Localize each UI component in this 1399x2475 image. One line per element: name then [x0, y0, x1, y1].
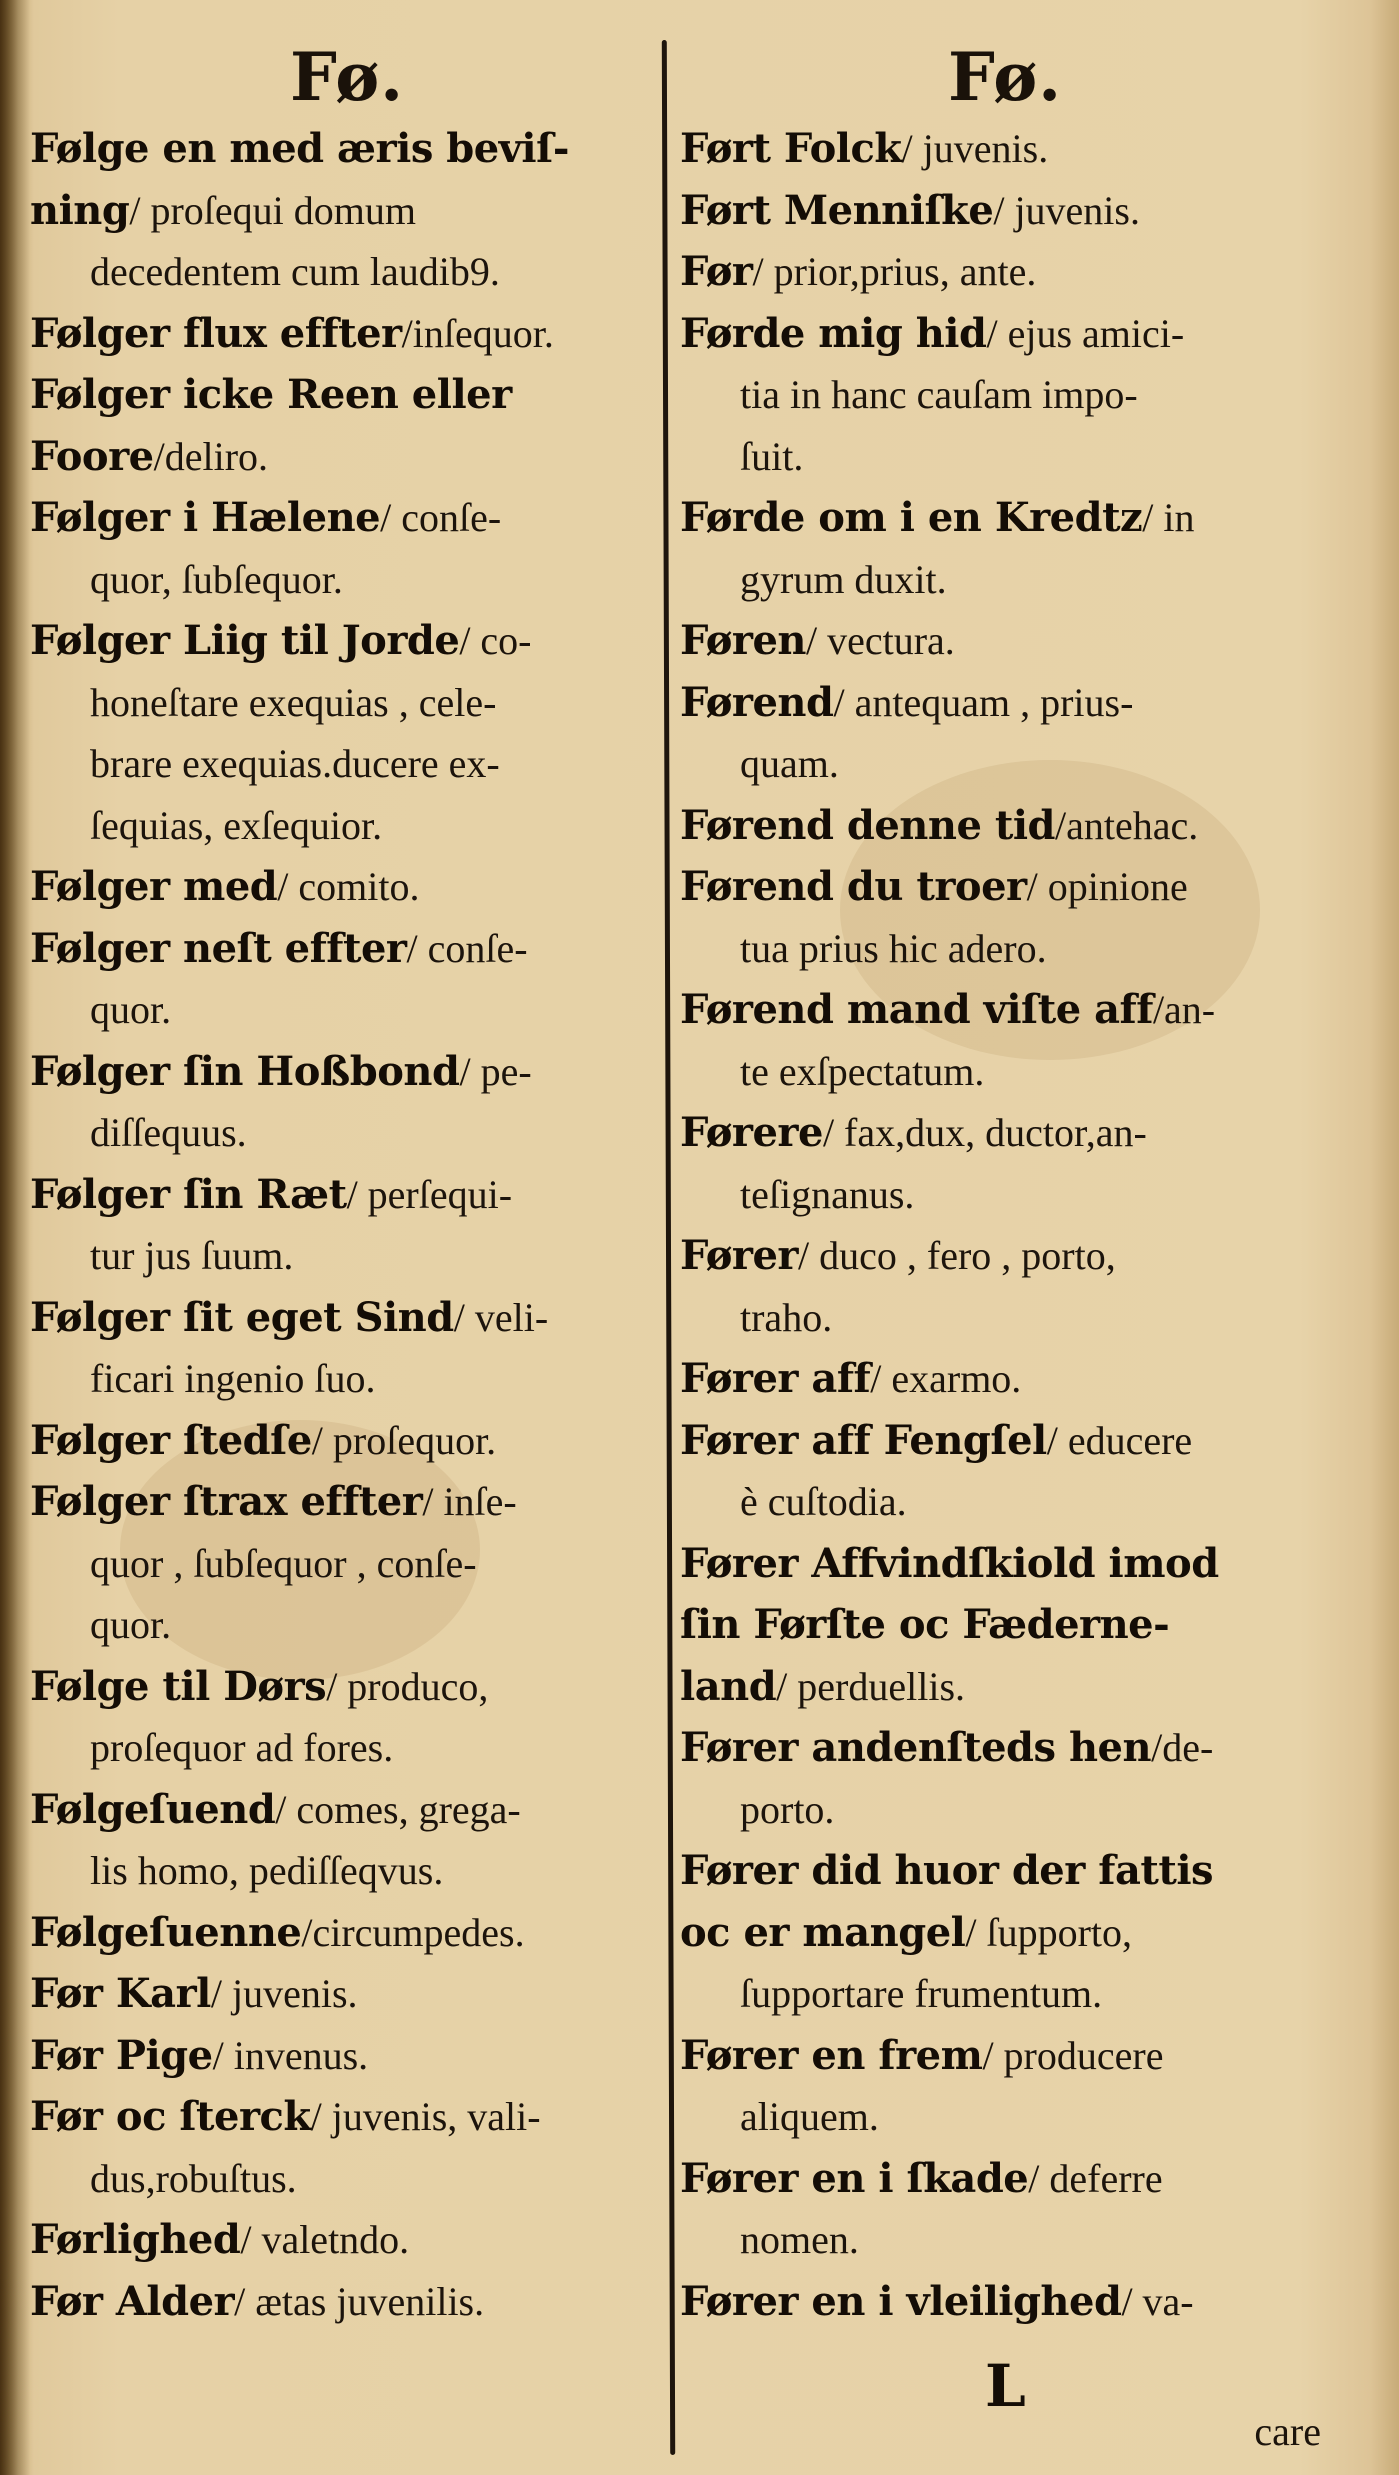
gloss: / exarmo. — [870, 1356, 1022, 1401]
headword: Før Alder — [30, 2277, 235, 2325]
gloss: / juvenis. — [210, 1971, 358, 2016]
dictionary-line — [30, 1656, 650, 1718]
headword: Følger icke Reen eller — [30, 371, 512, 418]
gloss: honeſtare exequias , cele- — [90, 679, 497, 725]
gloss: / ætas juvenilis. — [234, 2278, 485, 2324]
dictionary-line — [680, 2271, 1300, 2333]
headword: Førlighed — [30, 2216, 241, 2263]
dictionary-line — [680, 1779, 1300, 1841]
gloss: brare exequias.ducere ex- — [90, 741, 500, 786]
dictionary-line — [680, 364, 1300, 426]
gloss: quam. — [740, 741, 839, 786]
dictionary-line — [30, 672, 650, 734]
gloss: / co- — [459, 618, 532, 663]
dictionary-line — [30, 241, 650, 303]
dictionary-line — [680, 918, 1300, 980]
gloss: / deferre — [1028, 2155, 1163, 2201]
dictionary-line — [30, 1533, 650, 1595]
headword: Førend du troer — [680, 863, 1027, 910]
dictionary-line — [680, 1102, 1300, 1164]
headword: Fører Affvindſkiold imod — [680, 1539, 1219, 1587]
headword: Følger ſtrax effter — [30, 1478, 423, 1525]
gloss: gyrum duxit. — [740, 556, 947, 602]
dictionary-line — [30, 426, 650, 488]
gloss: /an- — [1152, 987, 1216, 1032]
gloss: lis homo, pediſſeqvus. — [90, 1848, 444, 1893]
gloss: /circumpedes. — [301, 1909, 525, 1955]
gloss: / veli- — [453, 1294, 549, 1340]
gloss: / opinione — [1026, 864, 1188, 909]
left-column — [30, 118, 650, 2332]
gloss: / in — [1142, 495, 1195, 540]
headword: Følgeſuenne — [30, 1908, 302, 1956]
headword: Førere — [680, 1109, 823, 1156]
headword: Følgeſuend — [30, 1785, 276, 1833]
dictionary-line — [680, 733, 1300, 795]
dictionary-line — [680, 979, 1300, 1041]
dictionary-line — [680, 1164, 1300, 1226]
gloss: / comito. — [277, 864, 420, 909]
dictionary-line — [30, 2271, 650, 2333]
gloss: ficari ingenio ſuo. — [90, 1356, 376, 1401]
headword: Følger Liig til Jorde — [30, 617, 460, 664]
dictionary-line — [680, 180, 1300, 242]
dictionary-line — [30, 979, 650, 1041]
dictionary-line — [30, 856, 650, 918]
headword: Ført Folck — [680, 125, 902, 172]
dictionary-line — [30, 795, 650, 857]
gloss: / perduellis. — [776, 1663, 966, 1709]
gloss: /deliro. — [153, 433, 269, 479]
dictionary-line — [680, 672, 1300, 734]
headword: Fører en frem — [680, 2031, 983, 2079]
dictionary-line — [680, 2209, 1300, 2271]
dictionary-line — [680, 1287, 1300, 1349]
headword: Før oc ſterck — [30, 2093, 311, 2140]
gloss: ſuit. — [740, 433, 804, 479]
gloss: / juvenis. — [993, 187, 1140, 233]
gloss: / fax,dux, ductor,an- — [822, 1110, 1147, 1155]
headword: Følger ſin Hoßbond — [30, 1047, 460, 1095]
headword: land — [680, 1662, 777, 1710]
gloss: quor. — [90, 1602, 172, 1647]
gloss: / juvenis. — [901, 126, 1049, 171]
gloss: / antequam , prius- — [833, 679, 1134, 725]
dictionary-line — [680, 1840, 1300, 1902]
gloss: aliquem. — [740, 2094, 879, 2139]
gloss: traho. — [740, 1294, 833, 1340]
gloss: /inſequor. — [401, 310, 554, 356]
gloss: dus,robuſtus. — [90, 2155, 297, 2201]
gloss: proſequor ad fores. — [90, 1725, 394, 1770]
gloss: / comes, grega- — [275, 1786, 521, 1832]
dictionary-line — [30, 1164, 650, 1226]
right-column — [680, 118, 1300, 2332]
headword: Foore — [30, 432, 154, 480]
dictionary-line — [30, 118, 650, 180]
headword: Følger flux effter — [30, 309, 402, 357]
dictionary-line — [680, 549, 1300, 611]
dictionary-line — [30, 1840, 650, 1902]
gloss: / educere — [1046, 1417, 1193, 1463]
dictionary-line — [30, 1410, 650, 1472]
gloss: quor , ſubſequor , conſe- — [90, 1540, 477, 1586]
dictionary-line — [30, 1902, 650, 1964]
headword: Følger ſtedſe — [30, 1416, 312, 1464]
headword: Fører — [680, 1232, 798, 1279]
gloss: teſignanus. — [740, 1171, 915, 1217]
dictionary-line — [680, 610, 1300, 672]
dictionary-line — [30, 610, 650, 672]
headword: Følger ſin Ræt — [30, 1170, 347, 1218]
dictionary-line — [30, 1225, 650, 1287]
headword: Førend mand viſte aff — [680, 986, 1153, 1033]
dictionary-line — [680, 1348, 1300, 1410]
gloss: tur jus ſuum. — [90, 1233, 294, 1278]
gloss: / va- — [1121, 2278, 1194, 2324]
dictionary-line — [680, 1041, 1300, 1103]
gloss: tua prius hic adero. — [740, 925, 1047, 971]
gloss: / pe- — [459, 1048, 532, 1094]
gloss: quor, ſubſequor. — [90, 556, 343, 602]
headword: Følge til Dørs — [30, 1662, 327, 1710]
gloss: te exſpectatum. — [740, 1048, 985, 1094]
dictionary-line — [680, 1533, 1300, 1595]
dictionary-line — [680, 1225, 1300, 1287]
gloss: / valetndo. — [240, 2217, 410, 2262]
gloss: / prior,prius, ante. — [752, 249, 1037, 294]
headword: Føren — [680, 617, 806, 664]
dictionary-line — [30, 2148, 650, 2210]
dictionary-line — [30, 1041, 650, 1103]
headword: Fører aff — [680, 1355, 871, 1402]
dictionary-line — [30, 733, 650, 795]
headword: Fører en i ſkade — [680, 2154, 1029, 2202]
dictionary-line — [30, 2025, 650, 2087]
dictionary-line — [680, 487, 1300, 549]
headword: Førend — [680, 678, 834, 726]
gloss: / vectura. — [806, 618, 955, 663]
dictionary-line — [30, 1963, 650, 2025]
dictionary-line — [30, 1594, 650, 1656]
gloss: diſſequus. — [90, 1110, 247, 1155]
gloss: / conſe- — [380, 495, 502, 540]
headword: Førde om i en Kredtz — [680, 494, 1143, 541]
gloss: /de- — [1151, 1725, 1214, 1770]
headword: Fører en i vleilighed — [680, 2277, 1122, 2325]
dictionary-line — [30, 918, 650, 980]
dictionary-line — [30, 2086, 650, 2148]
column-divider — [662, 40, 675, 2455]
gloss: tia in hanc cauſam impo- — [740, 372, 1138, 417]
dictionary-line — [680, 118, 1300, 180]
dictionary-line — [30, 487, 650, 549]
headword: Førde mig hid — [680, 309, 987, 357]
headword: Følger neſt effter — [30, 924, 407, 972]
dictionary-line — [680, 2086, 1300, 2148]
dictionary-line — [30, 1348, 650, 1410]
gloss: / produco, — [326, 1663, 489, 1709]
dictionary-line — [680, 856, 1300, 918]
dictionary-line — [680, 1963, 1300, 2025]
dictionary-line — [680, 1410, 1300, 1472]
headword: Følger ſit eget Sind — [30, 1293, 454, 1341]
catchword: care — [1254, 2409, 1321, 2454]
headword: ning — [30, 186, 130, 234]
dictionary-line — [680, 1902, 1300, 1964]
dictionary-line — [30, 1102, 650, 1164]
dictionary-line — [30, 2209, 650, 2271]
gloss: / juvenis, vali- — [310, 2094, 541, 2139]
dictionary-line — [30, 303, 650, 365]
gloss: quor. — [90, 987, 172, 1032]
headword: Følger med — [30, 863, 278, 910]
dictionary-line — [30, 364, 650, 426]
gloss: nomen. — [740, 2217, 859, 2262]
headword: Før Pige — [30, 2031, 213, 2079]
headword: Fører aff Fengſel — [680, 1416, 1047, 1464]
headword: Førend denne tid — [680, 801, 1055, 849]
dictionary-line — [680, 241, 1300, 303]
dictionary-line — [680, 1656, 1300, 1718]
page-header-left: Fø. — [290, 38, 406, 116]
signature-mark: L — [985, 2352, 1026, 2420]
gloss: / ſupporto, — [965, 1909, 1133, 1955]
gloss: / proſequi domum — [129, 187, 416, 233]
headword: Før — [680, 248, 753, 295]
gloss: porto. — [740, 1786, 835, 1832]
gloss: / duco , fero , porto, — [798, 1233, 1116, 1278]
dictionary-line — [30, 1717, 650, 1779]
dictionary-line — [680, 2148, 1300, 2210]
gloss: /antehac. — [1055, 802, 1199, 848]
dictionary-line — [680, 1594, 1300, 1656]
gloss: / producere — [982, 2032, 1164, 2078]
spine-shadow — [0, 0, 30, 2475]
headword: Fører andenſteds hen — [680, 1724, 1152, 1771]
gloss: / conſe- — [406, 925, 528, 971]
gloss: / invenus. — [212, 2032, 369, 2078]
gloss: ſequias, exſequior. — [90, 802, 383, 848]
gloss: decedentem cum laudib9. — [90, 249, 500, 294]
dictionary-line — [30, 1287, 650, 1349]
dictionary-line — [30, 1779, 650, 1841]
gloss: / ejus amici- — [986, 310, 1185, 356]
gloss: / inſe- — [422, 1479, 517, 1524]
page-header-right: Fø. — [948, 38, 1064, 116]
headword: Fører did huor der fattis — [680, 1847, 1214, 1894]
dictionary-line — [30, 1471, 650, 1533]
headword: Før Karl — [30, 1970, 211, 2017]
dictionary-line — [680, 795, 1300, 857]
dictionary-line — [30, 180, 650, 242]
dictionary-line — [680, 1471, 1300, 1533]
headword: Følge en med æris beviſ- — [30, 125, 569, 172]
gloss: / perſequi- — [346, 1171, 513, 1217]
dictionary-line — [680, 1717, 1300, 1779]
gloss: ſupportare frumentum. — [740, 1971, 1103, 2016]
gloss: / proſequor. — [311, 1417, 497, 1463]
headword: Ført Menniſke — [680, 186, 994, 234]
headword: ſin Førſte oc Fæderne- — [680, 1601, 1170, 1648]
dictionary-line — [680, 303, 1300, 365]
dictionary-line — [30, 549, 650, 611]
headword: Følger i Hælene — [30, 494, 381, 541]
gloss: è cuſtodia. — [740, 1479, 907, 1524]
dictionary-line — [680, 426, 1300, 488]
dictionary-line — [680, 2025, 1300, 2087]
headword: oc er mangel — [680, 1908, 966, 1956]
